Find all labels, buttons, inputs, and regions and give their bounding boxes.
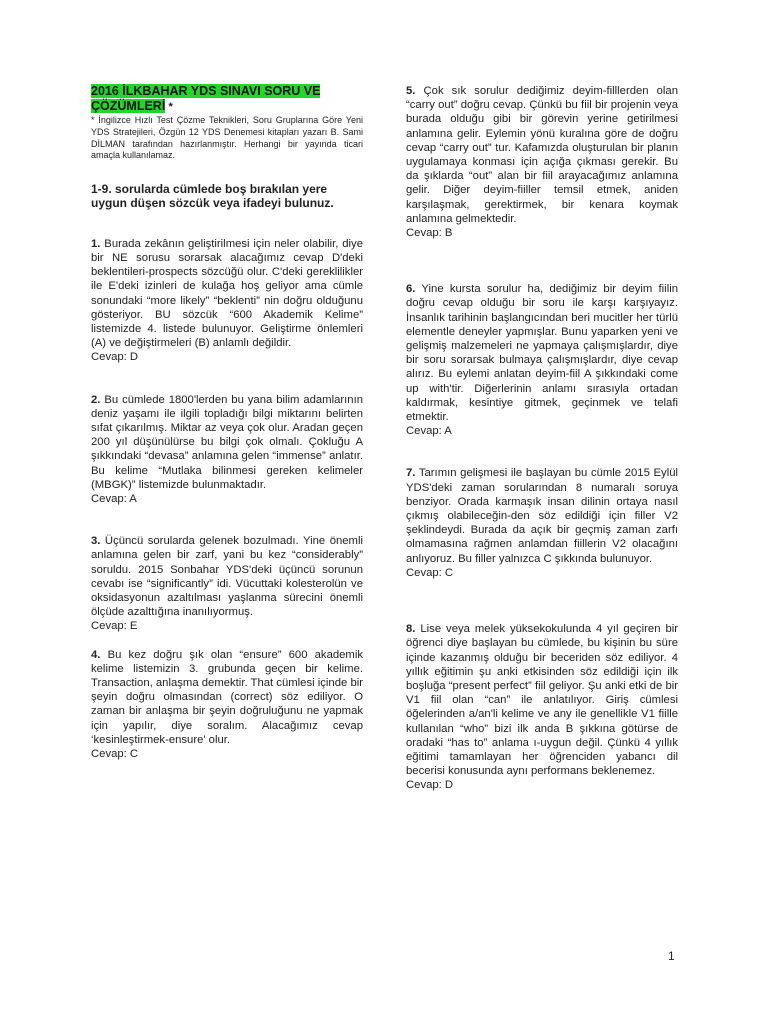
document-title [91, 84, 363, 114]
question-text: Burada zekânın geliştirilmesi için neler olabilir, diye bir NE sorusu sorarsak alacağımız cevap D'deki beklentileri-prospects sözcüğü olur. C'deki gereklilikler ile E'deki izinleri de kulağa hoş geliyor ama cümle sonundaki “more likely” “beklenti” nin doğru olduğunu gösteriyor. BU sözcük “600 Akademik Kelime” listemizde 4. listede bulunuyor. Geliştirme önlemleri (A) ve değiştirmeleri (B) anlamlı değildir. [91, 237, 363, 350]
answer: Cevap: A [91, 493, 137, 506]
question-number: 1. [91, 237, 101, 250]
question-text: Çok sık sorulur dediğimiz deyim-filllerden olan “carry out” doğru cevap. Çünkü bu fiil bir projenin veya burada olduğu gibi bir görevin yerine getirilmesi anlamına gelir. Eylemin yönü kuralına göre de doğru cevap “carry out” tur. Kafamızda oluşturulan bir planın uygulamaya konması için açığa çıkması gerekir. Bu da şıklarda “out” alan bir fiil arayacağımız anlamına gelir. Diğer deyim-fiiller temsil etmek, aniden karşılaşmak, gerektirmek, bir kenara koymak anlamına gelmektedir. [406, 85, 678, 225]
question-number: 7. [406, 467, 416, 480]
answer: Cevap: D [406, 779, 454, 792]
question-number: 5. [406, 85, 416, 97]
question-number: 8. [406, 623, 416, 636]
question-number: 4. [91, 648, 101, 661]
answer: Cevap: C [91, 748, 139, 761]
right-column [406, 84, 678, 793]
answer: Cevap: A [406, 425, 452, 438]
title-line-1: 2016 İLKBAHAR YDS SINAVI SORU VE [91, 84, 321, 98]
question-number: 2. [91, 393, 101, 406]
question-text: Tarımın gelişmesi ile başlayan bu cümle 2015 Eylül YDS'deki zaman sorularından 8 numaralı soruya benziyor. Orada karmaşık insan dilinin ortaya nasıl çıkmış olabileceğin-den söz edildiği için filler V2 şeklindeydi. Burada da açık bir geçmiş zaman zarfı olmamasına rağmen anlamdan fiillerin V2 olacağını anlıyoruz. Bu filler yalnızca C şıkkında bulunuyor. [406, 467, 678, 565]
question-text: Bu kez doğru şık olan “ensure” 600 akademik kelime listemizin 3. grubunda geçen bir kelime. Transaction, anlaşma demektir. That cümlesi içinde bir şeyin doğru olmasından (correct) söz ediliyor. O zaman bir anlaşma bir şeyin doğruluğunu ne yapmak için yapılır, diye soralım. Alacağımız cevap ‘kesinleştirmek-ensure' olur. [91, 648, 363, 746]
question-2 [91, 393, 363, 507]
question-number: 3. [91, 535, 101, 548]
question-number: 6. [406, 283, 416, 296]
question-text: Üçüncü sorularda gelenek bozulmadı. Yine önemli anlamına gelen bir zarf, yani bu kez “considerably” soruldu. 2015 Sonbahar YDS'deki üçüncü sorunun cevabı ise “significantly” idi. Vücuttaki kolesterolün ve oksidasyonun azaltılması yaşlanma sürecini önemli ölçüde azalttığına inanılıyormuş. [91, 535, 363, 619]
question-6 [406, 282, 678, 438]
left-column [91, 84, 363, 761]
question-3 [91, 534, 363, 633]
author-note: * İngilizce Hızlı Test Çözme Teknikleri, Soru Gruplarına Göre Yeni YDS Stratejileri, Özgün 12 YDS Denemesi kitapları yazarı B. Sami DİLMAN tarafından hazırlanmıştır. Herhangi bir yayında ticari amaçla kullanılamaz. [91, 115, 363, 161]
question-4 [91, 648, 363, 762]
answer: Cevap: C [406, 566, 454, 579]
title-line-2: ÇÖZÜMLERİ [91, 99, 166, 114]
question-8 [406, 622, 678, 792]
answer: Cevap: D [91, 351, 139, 364]
question-5 [406, 84, 678, 240]
question-text: Lise veya melek yüksekokulunda 4 yıl geçiren bir öğrenci diye başlayan bu cümlede, bu kişinin bu süre içinde kazanmış olduğu bir beceriden söz ediliyor. 4 yıllık eğitimin şu anki etkisinden söz edildiği için ilk boşluğa “present perfect” fiil geliyor. Şu anki etki de bir V1 fiil olan “can” ile anlatılıyor. Giriş cümlesi öğelerinden a/an'li kelime ve any ile genellikle V1 fiille kullanılan “who” bizi ilk anda B şıkkına götürse de oradaki “has to” anlama ı-uygun değil. Çünkü 4 yıllık eğitimi tamamlayan her öğrenciden yabancı dil becerisi konusunda aynı performans beklenemez. [406, 623, 678, 778]
answer: Cevap: B [406, 227, 453, 240]
page-number: 1 [668, 949, 675, 963]
question-text: Yine kursta sorulur ha, dediğimiz bir deyim fiilin doğru cevap olduğu bir soru ile karşı karşıyayız. İnsanlık tarihinin başlangıcından beri mucitler her türlü elementle deneyler yapmışlar. Bunu yaparken yeni ve gelişmiş malzemeleri ne yapmaya çalışmışlardır, diye bir soru sorarsak bulmaya çalışmışlardır, diye cevap alırız. Bu eylemi anlatan deyim-fiil A şıkkındaki come up with'tir. Diğerlerinin anlamı sırasıyla ortadan kaldırmak, kesintiye gitmek, geçinmek ve telafi etmektir. [406, 283, 678, 424]
question-1 [91, 237, 363, 365]
title-star: * [165, 101, 173, 114]
question-7 [406, 466, 678, 580]
question-text: Bu cümlede 1800'lerden bu yana bilim adamlarının deniz yaşamı ile ilgili topladığı bilgi miktarını belirten sıfat çıkarılmış. Miktar az veya çok olur. Aradan geçen 200 yıl düşünülürse bu bilgi çok olmalı. Çokluğu A şıkkındaki “devasa” anlamına gelen “immense” anlatır. Bu kelime “Mutlaka bilinmesi gereken kelimeler (MBGK)” listemizde bulunmaktadır. [91, 393, 363, 491]
answer: Cevap: E [91, 620, 138, 633]
instruction: 1-9. sorularda cümlede boş bırakılan yere uygun düşen sözcük veya ifadeyi bulunuz. [91, 181, 334, 211]
